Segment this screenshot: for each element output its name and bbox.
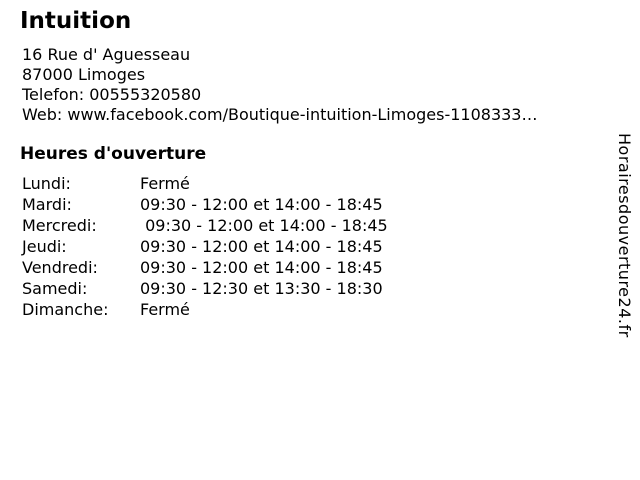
contact-info <box>0 45 640 125</box>
time-value: Fermé <box>140 174 190 193</box>
day-label: Mardi: <box>22 195 72 214</box>
phone-line <box>22 85 640 105</box>
day-label: Mercredi: <box>22 216 97 235</box>
day-label: Lundi: <box>22 174 71 193</box>
day-label: Samedi: <box>22 279 88 298</box>
time-value: 09:30 - 12:30 et 13:30 - 18:30 <box>140 279 383 298</box>
phone-label: Telefon: <box>22 85 85 104</box>
time-value: 09:30 - 12:00 et 14:00 - 18:45 <box>140 195 383 214</box>
time-value: 09:30 - 12:00 et 14:00 - 18:45 <box>140 258 383 277</box>
day-label: Jeudi: <box>22 237 67 256</box>
web-label: Web: <box>22 105 63 124</box>
hours-row <box>22 236 640 257</box>
address-street: 16 Rue d' Aguesseau <box>22 45 191 64</box>
web-value: www.facebook.com/Boutique-intuition-Limoges-1108333… <box>67 105 538 124</box>
address-city: 87000 Limoges <box>22 65 146 84</box>
page-title: Intuition <box>20 8 132 34</box>
phone-value: 00555320580 <box>89 85 202 104</box>
time-value: Fermé <box>140 300 190 319</box>
hours-row <box>22 278 640 299</box>
time-value: 09:30 - 12:00 et 14:00 - 18:45 <box>140 216 388 235</box>
hours-heading: Heures d'ouverture <box>20 144 207 164</box>
day-label: Vendredi: <box>22 258 98 277</box>
hours-table <box>0 173 640 320</box>
hours-row <box>22 215 640 236</box>
hours-row <box>22 299 640 320</box>
hours-row <box>22 257 640 278</box>
hours-row <box>22 173 640 194</box>
day-label: Dimanche: <box>22 300 109 319</box>
time-value: 09:30 - 12:00 et 14:00 - 18:45 <box>140 237 383 256</box>
hours-row <box>22 194 640 215</box>
web-line <box>22 105 640 125</box>
site-watermark: Horairesdouverture24.fr <box>615 133 634 338</box>
